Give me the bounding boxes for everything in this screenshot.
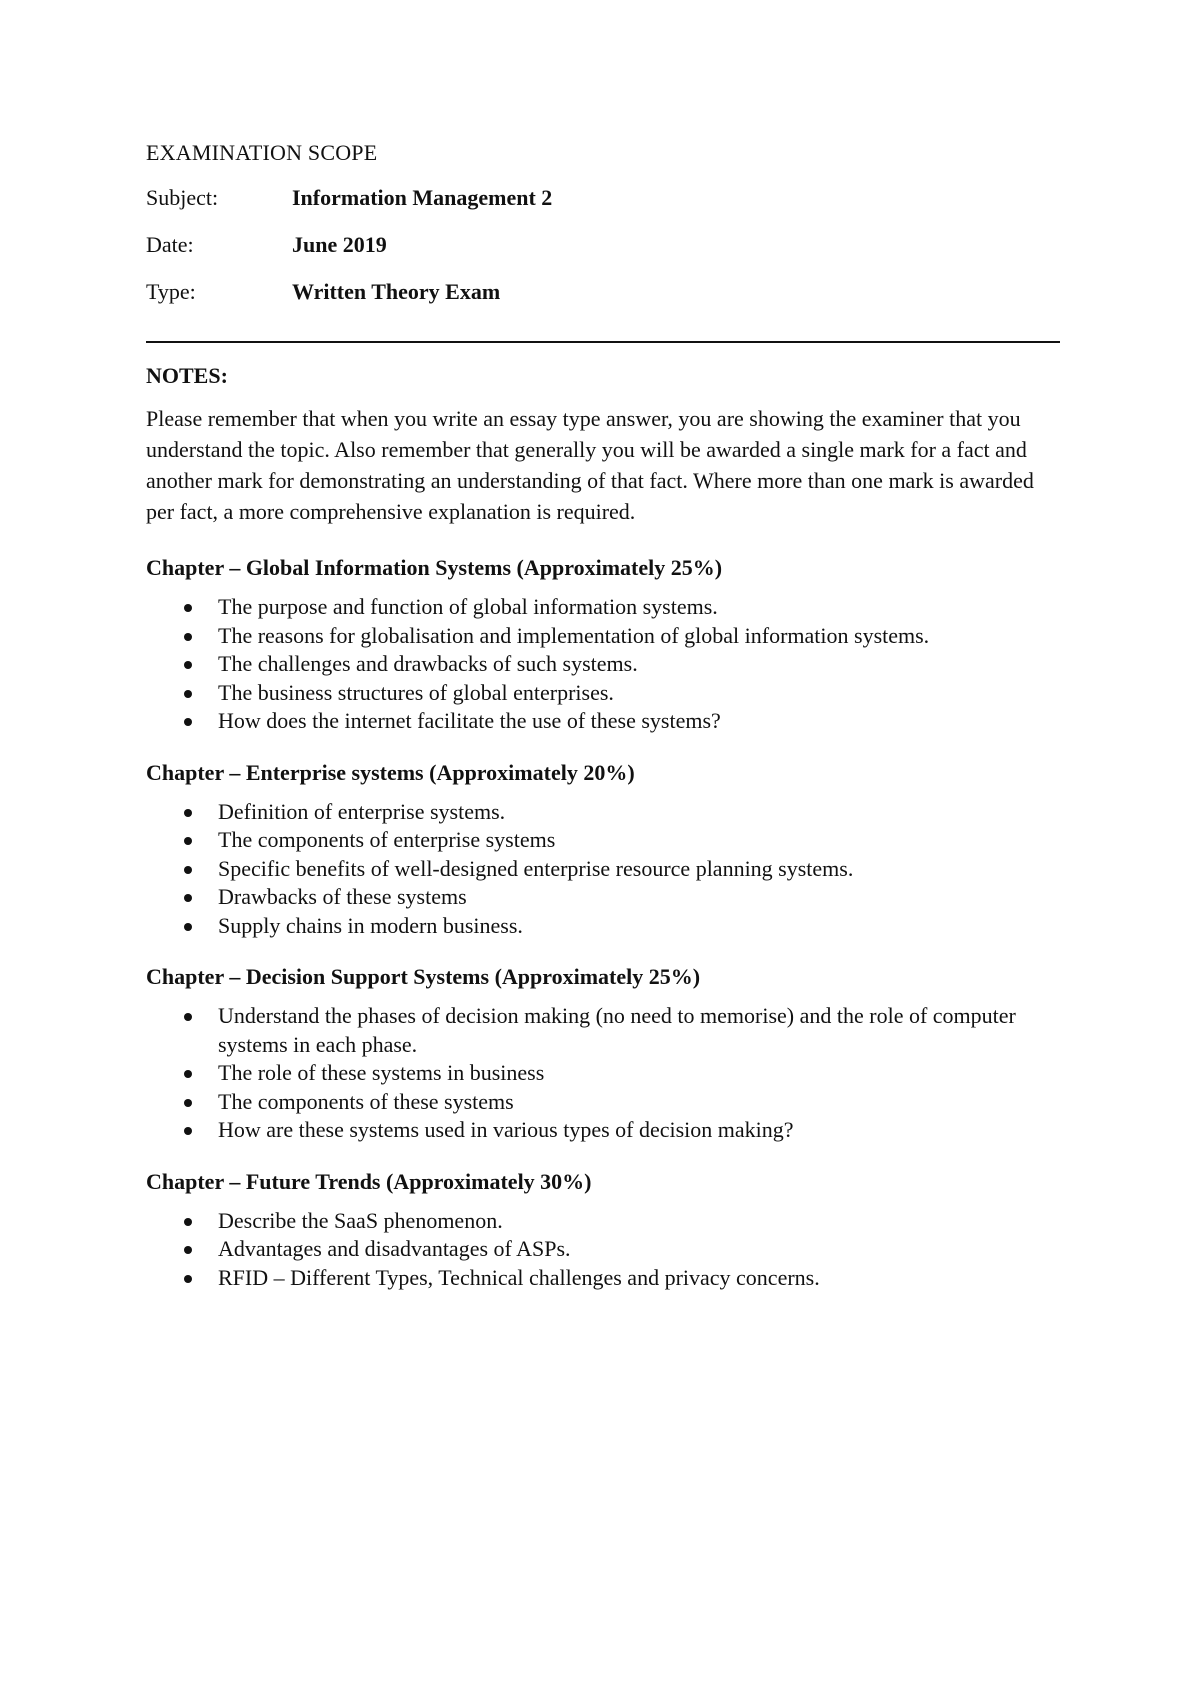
list-item <box>146 593 1060 622</box>
notes-heading: NOTES: <box>146 363 228 388</box>
list-item-text: Understand the phases of decision making (no need to memorise) and the role of computer systems in each phase. <box>218 1003 1016 1057</box>
list-item <box>146 1235 1060 1264</box>
list-item-text: The role of these systems in business <box>218 1060 545 1085</box>
bullet-icon <box>184 1070 192 1078</box>
bullet-icon <box>184 809 192 817</box>
notes-paragraph: Please remember that when you write an essay type answer, you are showing the examiner that you understand the topic. Also remember that generally you will be awarded a single mark for a fact and another mark for demonstrating an understanding of that fact. Where more than one mark is awarded per fact, a more comprehensive explanation is required. <box>146 406 1034 524</box>
list-item-text: RFID – Different Types, Technical challenges and privacy concerns. <box>218 1264 820 1290</box>
list-item <box>146 826 1060 855</box>
bullet-icon <box>184 604 192 612</box>
topic-list <box>146 593 1060 736</box>
bullet-icon <box>184 1099 192 1107</box>
chapter-section <box>146 964 1060 1145</box>
bullet-icon <box>184 894 192 902</box>
list-item <box>146 1207 1060 1236</box>
bullet-icon <box>184 923 192 931</box>
chapter-section <box>146 760 1060 941</box>
bullet-icon <box>184 690 192 698</box>
list-item-text: The components of these systems <box>218 1088 514 1114</box>
meta-value: Information Management 2 <box>292 185 553 210</box>
topic-list <box>146 798 1060 941</box>
list-item-text: The business structures of global enterprises. <box>218 679 614 705</box>
list-item-text: Describe the SaaS phenomenon. <box>218 1207 503 1233</box>
chapter-heading: Chapter – Future Trends (Approximately 30%) <box>146 1168 592 1194</box>
list-item-text: How are these systems used in various types of decision making? <box>218 1117 794 1142</box>
list-item <box>146 912 1060 941</box>
meta-label: Date: <box>146 232 194 257</box>
meta-label: Subject: <box>146 185 219 210</box>
list-item-text: Definition of enterprise systems. <box>218 798 506 824</box>
list-item-text: The purpose and function of global information systems. <box>218 594 718 619</box>
list-item <box>146 1088 1060 1117</box>
bullet-icon <box>184 718 192 726</box>
meta-row-subject <box>146 185 1060 211</box>
list-item-text: Advantages and disadvantages of ASPs. <box>218 1236 571 1261</box>
meta-row-type <box>146 279 1060 305</box>
topic-list <box>146 1002 1060 1145</box>
list-item <box>146 650 1060 679</box>
bullet-icon <box>184 1275 192 1283</box>
bullet-icon <box>184 866 192 874</box>
topic-list <box>146 1207 1060 1293</box>
chapter-section <box>146 1169 1060 1293</box>
document-page <box>146 140 1060 1316</box>
list-item-text: The challenges and drawbacks of such systems. <box>218 651 638 676</box>
list-item-text: How does the internet facilitate the use of these systems? <box>218 708 721 733</box>
divider-line <box>146 341 1060 343</box>
list-item-text: The components of enterprise systems <box>218 827 556 852</box>
list-item <box>146 622 1060 651</box>
meta-row-date <box>146 232 1060 258</box>
meta-value: Written Theory Exam <box>292 279 501 304</box>
chapter-section <box>146 555 1060 736</box>
list-item <box>146 1059 1060 1088</box>
bullet-icon <box>184 1013 192 1021</box>
list-item <box>146 855 1060 884</box>
list-item <box>146 679 1060 708</box>
list-item <box>146 1116 1060 1145</box>
list-item <box>146 1264 1060 1293</box>
bullet-icon <box>184 837 192 845</box>
document-title: EXAMINATION SCOPE <box>146 140 378 165</box>
list-item <box>146 1002 1060 1059</box>
list-item-text: Drawbacks of these systems <box>218 884 467 909</box>
bullet-icon <box>184 661 192 669</box>
chapter-heading: Chapter – Decision Support Systems (Approximately 25%) <box>146 964 701 989</box>
meta-label: Type: <box>146 279 196 304</box>
meta-value: June 2019 <box>292 232 387 257</box>
bullet-icon <box>184 633 192 641</box>
list-item <box>146 707 1060 736</box>
bullet-icon <box>184 1127 192 1135</box>
list-item <box>146 798 1060 827</box>
bullet-icon <box>184 1218 192 1226</box>
chapter-heading: Chapter – Global Information Systems (Approximately 25%) <box>146 555 723 580</box>
list-item-text: Supply chains in modern business. <box>218 912 523 938</box>
bullet-icon <box>184 1246 192 1254</box>
list-item-text: The reasons for globalisation and implementation of global information systems. <box>218 622 930 648</box>
list-item-text: Specific benefits of well-designed enterprise resource planning systems. <box>218 855 854 881</box>
chapter-heading: Chapter – Enterprise systems (Approximately 20%) <box>146 759 635 785</box>
list-item <box>146 883 1060 912</box>
